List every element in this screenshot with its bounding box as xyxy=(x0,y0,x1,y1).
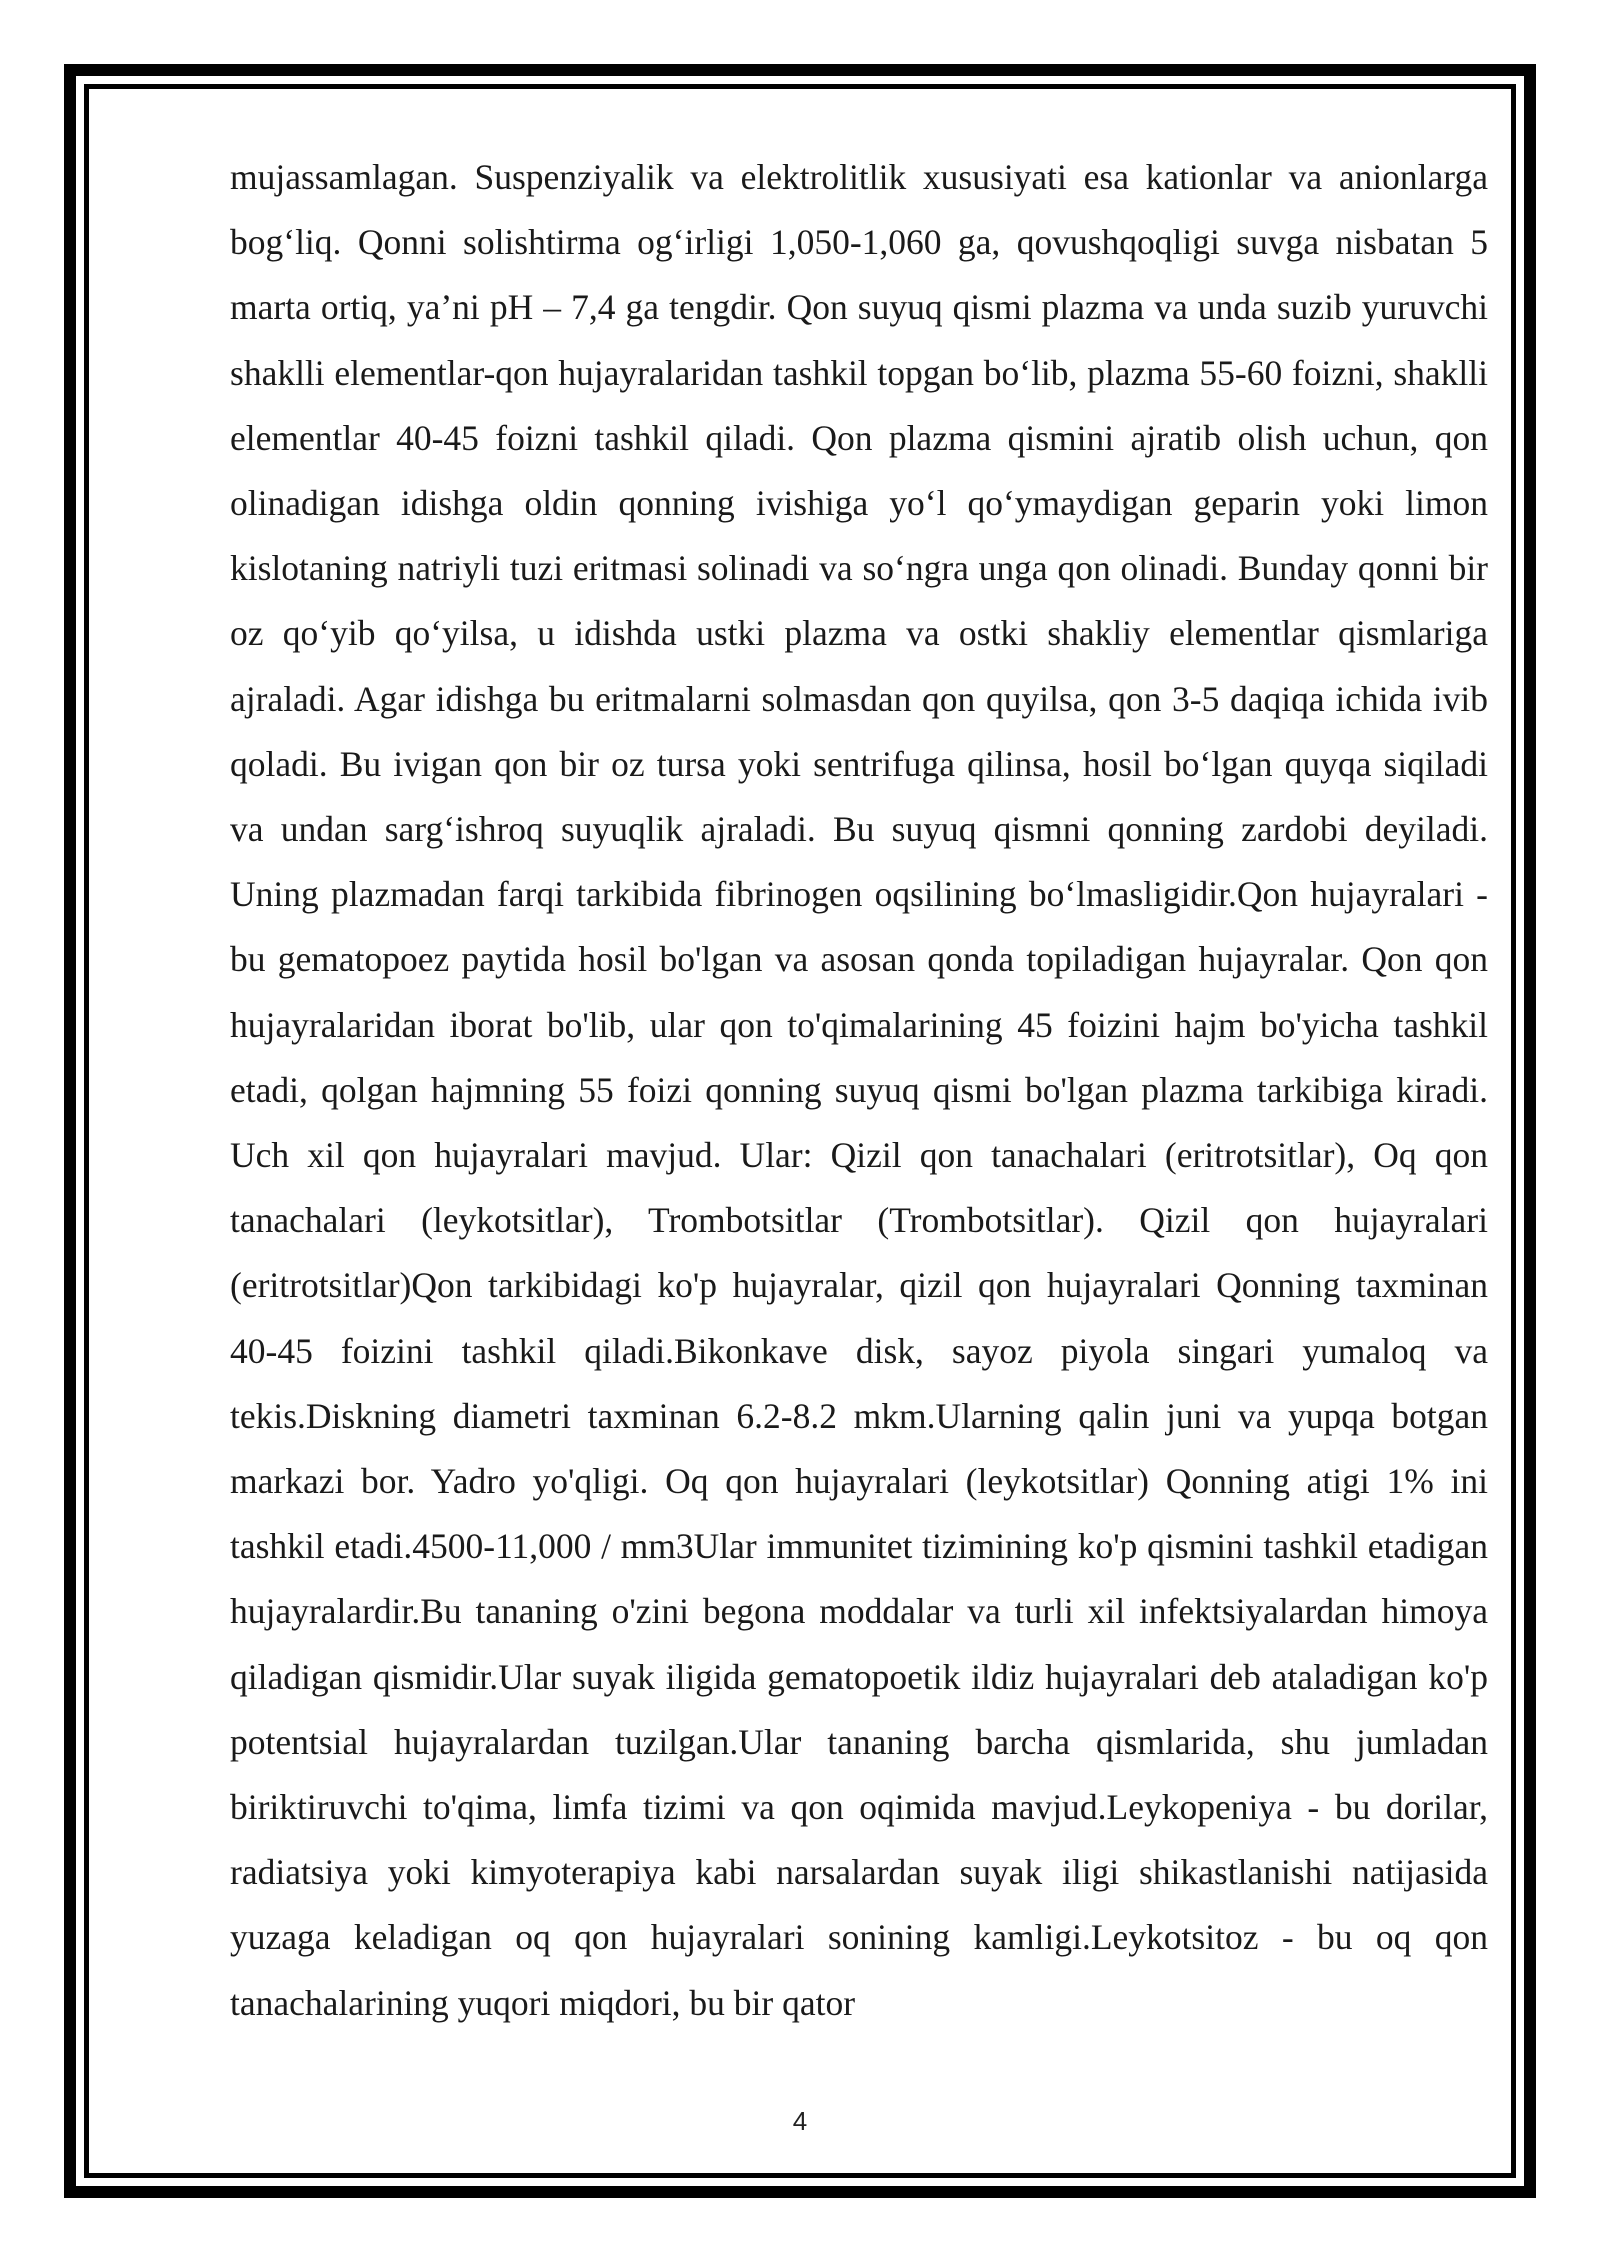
page-number: 4 xyxy=(792,2106,808,2136)
body-paragraph: mujassamlagan. Suspenziyalik va elektrolitlik xususiyati esa kationlar va anionlarga bog‘liq. Qonni solishtirma og‘irligi 1,050-1,060 ga, qovushqoqligi suvga nisbatan 5 marta ortiq, ya’ni pH – 7,4 ga tengdir. Qon suyuq qismi plazma va unda suzib yuruvchi shaklli elementlar-qon hujayralaridan tashkil topgan bo‘lib, plazma 55-60 foizni, shaklli elementlar 40-45 foizni tashkil qiladi. Qon plazma qismini ajratib olish uchun, qon olinadigan idishga oldin qonning ivishiga yo‘l qo‘ymaydigan geparin yoki limon kislotaning natriyli tuzi eritmasi solinadi va so‘ngra unga qon olinadi. Bunday qonni bir oz qo‘yib qo‘yilsa, u idishda ustki plazma va ostki shakliy elementlar qismlariga ajraladi. Agar idishga bu eritmalarni solmasdan qon quyilsa, qon 3-5 daqiqa ichida ivib qoladi. Bu ivigan qon bir oz tursa yoki sentrifuga qilinsa, hosil bo‘lgan quyqa siqiladi va undan sarg‘ishroq suyuqlik ajraladi. Bu suyuq qismni qonning zardobi deyiladi. Uning plazmadan farqi tarkibida fibrinogen oqsilining bo‘lmasligidir.Qon hujayralari - bu gematopoez paytida hosil bo'lgan va asosan qonda topiladigan hujayralar. Qon qon hujayralaridan iborat bo'lib, ular qon to'qimalarining 45 foizini hajm bo'yicha tashkil etadi, qolgan hajmning 55 foizi qonning suyuq qismi bo'lgan plazma tarkibiga kiradi. Uch xil qon hujayralari mavjud. Ular: Qizil qon tanachalari (eritrotsitlar), Oq qon tanachalari (leykotsitlar), Trombotsitlar (Trombotsitlar). Qizil qon hujayralari (eritrotsitlar)Qon tarkibidagi ko'p hujayralar, qizil qon hujayralari Qonning taxminan 40-45 foizini tashkil qiladi.Bikonkave disk, sayoz piyola singari yumaloq va tekis.Diskning diametri taxminan 6.2-8.2 mkm.Ularning qalin juni va yupqa botgan markazi bor. Yadro yo'qligi. Oq qon hujayralari (leykotsitlar) Qonning atigi 1% ini tashkil etadi.4500-11,000 / mm3Ular immunitet tizimining ko'p qismini tashkil etadigan hujayralardir.Bu tananing o'zini begona moddalar va turli xil infektsiyalardan himoya qiladigan qismidir.Ular suyak iligida gematopoetik ildiz hujayralari deb ataladigan ko'p potentsial hujayralardan tuzilgan.Ular tananing barcha qismlarida, shu jumladan biriktiruvchi to'qima, limfa tizimi va qon oqimida mavjud.Leykopeniya - bu dorilar, radiatsiya yoki kimyoterapiya kabi narsalardan suyak iligi shikastlanishi natijasida yuzaga keladigan oq qon hujayralari sonining kamligi.Leykotsitoz - bu oq qon tanachalarining yuqori miqdori, bu bir qator xyxy=(230,157,1488,2023)
body-text xyxy=(230,145,1488,2036)
